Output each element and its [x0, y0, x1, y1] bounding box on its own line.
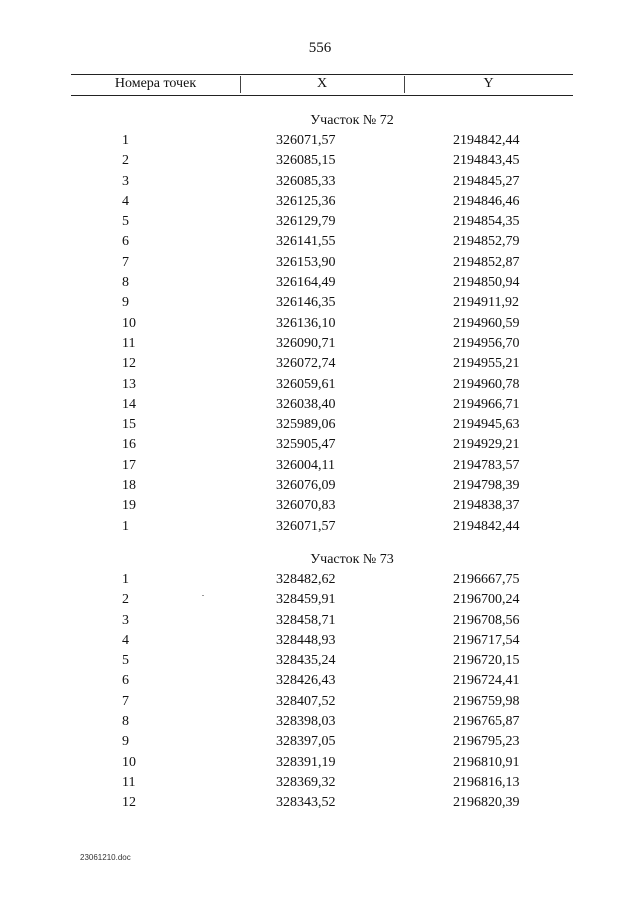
x-coordinate: 326071,57 — [276, 133, 336, 148]
point-number: 6 — [122, 673, 129, 689]
table-row — [71, 611, 573, 631]
point-number: 16 — [122, 437, 136, 453]
x-coordinate: 328398,03 — [276, 714, 336, 730]
x-coordinate: 326076,09 — [276, 478, 336, 494]
header-y: Y — [483, 76, 494, 91]
point-number: 1 — [122, 571, 129, 587]
point-number: 18 — [122, 478, 136, 494]
y-coordinate: 2194945,63 — [453, 417, 520, 433]
y-coordinate: 2196816,13 — [453, 774, 520, 790]
x-coordinate: 326038,40 — [276, 396, 336, 412]
y-coordinate: 2194911,92 — [453, 295, 519, 311]
table-row — [71, 273, 573, 293]
table-row — [71, 131, 573, 151]
x-coordinate: 326085,33 — [276, 173, 336, 189]
y-coordinate: 2194852,79 — [453, 234, 520, 250]
table-row — [71, 354, 573, 374]
point-number: 4 — [122, 632, 129, 648]
table-row — [71, 631, 573, 651]
table-row — [71, 212, 573, 232]
point-number: 13 — [122, 376, 136, 392]
table-row — [71, 172, 573, 192]
point-number: 12 — [122, 356, 136, 372]
y-coordinate: 2196708,56 — [453, 612, 520, 628]
section-title: Участок № 73 — [310, 551, 394, 567]
table-row — [71, 692, 573, 712]
point-number: 1 — [122, 518, 129, 534]
y-coordinate: 2194843,45 — [453, 153, 520, 169]
x-coordinate: 326059,61 — [276, 376, 336, 392]
point-number: 5 — [122, 214, 129, 230]
x-coordinate: 328459,91 — [276, 592, 336, 608]
table-row — [71, 517, 573, 537]
section-gap — [71, 537, 573, 549]
point-number: 8 — [122, 275, 129, 291]
y-coordinate: 2196717,54 — [453, 632, 520, 648]
table-row — [71, 232, 573, 252]
table-row — [71, 651, 573, 671]
table-row — [71, 793, 573, 813]
point-number: 5 — [122, 653, 129, 669]
x-coordinate: 328343,52 — [276, 795, 336, 811]
y-coordinate: 2196700,24 — [453, 592, 520, 608]
point-number: 15 — [122, 417, 136, 433]
point-number: 7 — [122, 254, 129, 270]
table-row — [71, 395, 573, 415]
table-row — [71, 496, 573, 516]
point-number: 19 — [122, 498, 136, 514]
x-coordinate: 326125,36 — [276, 193, 336, 209]
x-coordinate: 328426,43 — [276, 673, 336, 689]
y-coordinate: 2196810,91 — [453, 754, 520, 770]
point-number: 17 — [122, 457, 136, 473]
table-row — [71, 314, 573, 334]
table-row — [71, 192, 573, 212]
y-coordinate: 2194783,57 — [453, 457, 520, 473]
y-coordinate: 2196720,15 — [453, 653, 520, 669]
point-number: 8 — [122, 714, 129, 730]
table-row — [71, 570, 573, 590]
page-number: 556 — [308, 40, 332, 56]
x-coordinate: 326164,49 — [276, 275, 336, 291]
x-coordinate: 326153,90 — [276, 254, 336, 270]
point-number: 7 — [122, 693, 129, 709]
table-header — [71, 74, 573, 96]
x-coordinate: 326146,35 — [276, 295, 336, 311]
x-coordinate: 328407,52 — [276, 693, 336, 709]
table-row — [71, 253, 573, 273]
table-row — [71, 435, 573, 455]
point-number: 9 — [122, 295, 129, 311]
y-coordinate: 2194846,46 — [453, 193, 520, 209]
y-coordinate: 2194966,71 — [453, 396, 520, 412]
x-coordinate: 325905,47 — [276, 437, 336, 453]
y-coordinate: 2196724,41 — [453, 673, 520, 689]
point-number: 12 — [122, 795, 136, 811]
x-coordinate: 326141,55 — [276, 234, 336, 250]
x-coordinate: 326085,15 — [276, 153, 336, 169]
header-points: Номера точек — [71, 76, 241, 93]
x-coordinate: 328482,62 — [276, 571, 336, 587]
table-row — [71, 753, 573, 773]
point-number: 4 — [122, 193, 129, 209]
y-coordinate: 2194929,21 — [453, 437, 520, 453]
table-row — [71, 375, 573, 395]
table-row — [71, 712, 573, 732]
table-row — [71, 671, 573, 691]
x-coordinate: 326072,74 — [276, 356, 336, 372]
y-coordinate: 2194850,94 — [453, 275, 520, 291]
y-coordinate: 2194956,70 — [453, 335, 520, 351]
x-coordinate: 326070,83 — [276, 498, 336, 514]
table-row — [71, 590, 573, 610]
x-coordinate: 326090,71 — [276, 335, 336, 351]
x-coordinate: 326129,79 — [276, 214, 336, 230]
point-number: 11 — [122, 335, 136, 351]
point-number: 6 — [122, 234, 129, 250]
y-coordinate: 2194845,27 — [453, 173, 520, 189]
table-row — [71, 151, 573, 171]
point-number: 14 — [122, 396, 136, 412]
scan-speck — [202, 595, 204, 596]
point-number: 3 — [122, 612, 129, 628]
x-coordinate: 328369,32 — [276, 774, 336, 790]
header-x: X — [240, 76, 405, 93]
point-number: 10 — [122, 754, 136, 770]
y-coordinate: 2196765,87 — [453, 714, 520, 730]
table-row — [71, 732, 573, 752]
y-coordinate: 2194854,35 — [453, 214, 520, 230]
y-coordinate: 2194960,59 — [453, 315, 520, 331]
x-coordinate: 328397,05 — [276, 734, 336, 750]
point-number: 9 — [122, 734, 129, 750]
x-coordinate: 328448,93 — [276, 632, 336, 648]
x-coordinate: 326004,11 — [276, 457, 335, 473]
coordinates-table — [71, 110, 573, 814]
section-title: Участок № 72 — [310, 113, 394, 128]
point-number: 2 — [122, 592, 129, 608]
y-coordinate: 2194838,37 — [453, 498, 520, 514]
y-coordinate: 2196759,98 — [453, 693, 520, 709]
point-number: 10 — [122, 315, 136, 331]
x-coordinate: 325989,06 — [276, 417, 336, 433]
y-coordinate: 2194842,44 — [453, 133, 520, 148]
x-coordinate: 326071,57 — [276, 518, 336, 534]
y-coordinate: 2194955,21 — [453, 356, 520, 372]
point-number: 3 — [122, 173, 129, 189]
x-coordinate: 328458,71 — [276, 612, 336, 628]
y-coordinate: 2196667,75 — [453, 571, 520, 587]
table-row — [71, 334, 573, 354]
y-coordinate: 2196795,23 — [453, 734, 520, 750]
y-coordinate: 2194960,78 — [453, 376, 520, 392]
y-coordinate: 2194798,39 — [453, 478, 520, 494]
x-coordinate: 326136,10 — [276, 315, 336, 331]
table-row — [71, 456, 573, 476]
x-coordinate: 328435,24 — [276, 653, 336, 669]
x-coordinate: 328391,19 — [276, 754, 336, 770]
footer-filename: 23061210.doc — [80, 853, 131, 862]
point-number: 1 — [122, 133, 129, 148]
table-row — [71, 476, 573, 496]
point-number: 11 — [122, 774, 136, 790]
table-row — [71, 773, 573, 793]
y-coordinate: 2194842,44 — [453, 518, 520, 534]
table-row — [71, 293, 573, 313]
table-row — [71, 415, 573, 435]
y-coordinate: 2196820,39 — [453, 795, 520, 811]
point-number: 2 — [122, 153, 129, 169]
y-coordinate: 2194852,87 — [453, 254, 520, 270]
